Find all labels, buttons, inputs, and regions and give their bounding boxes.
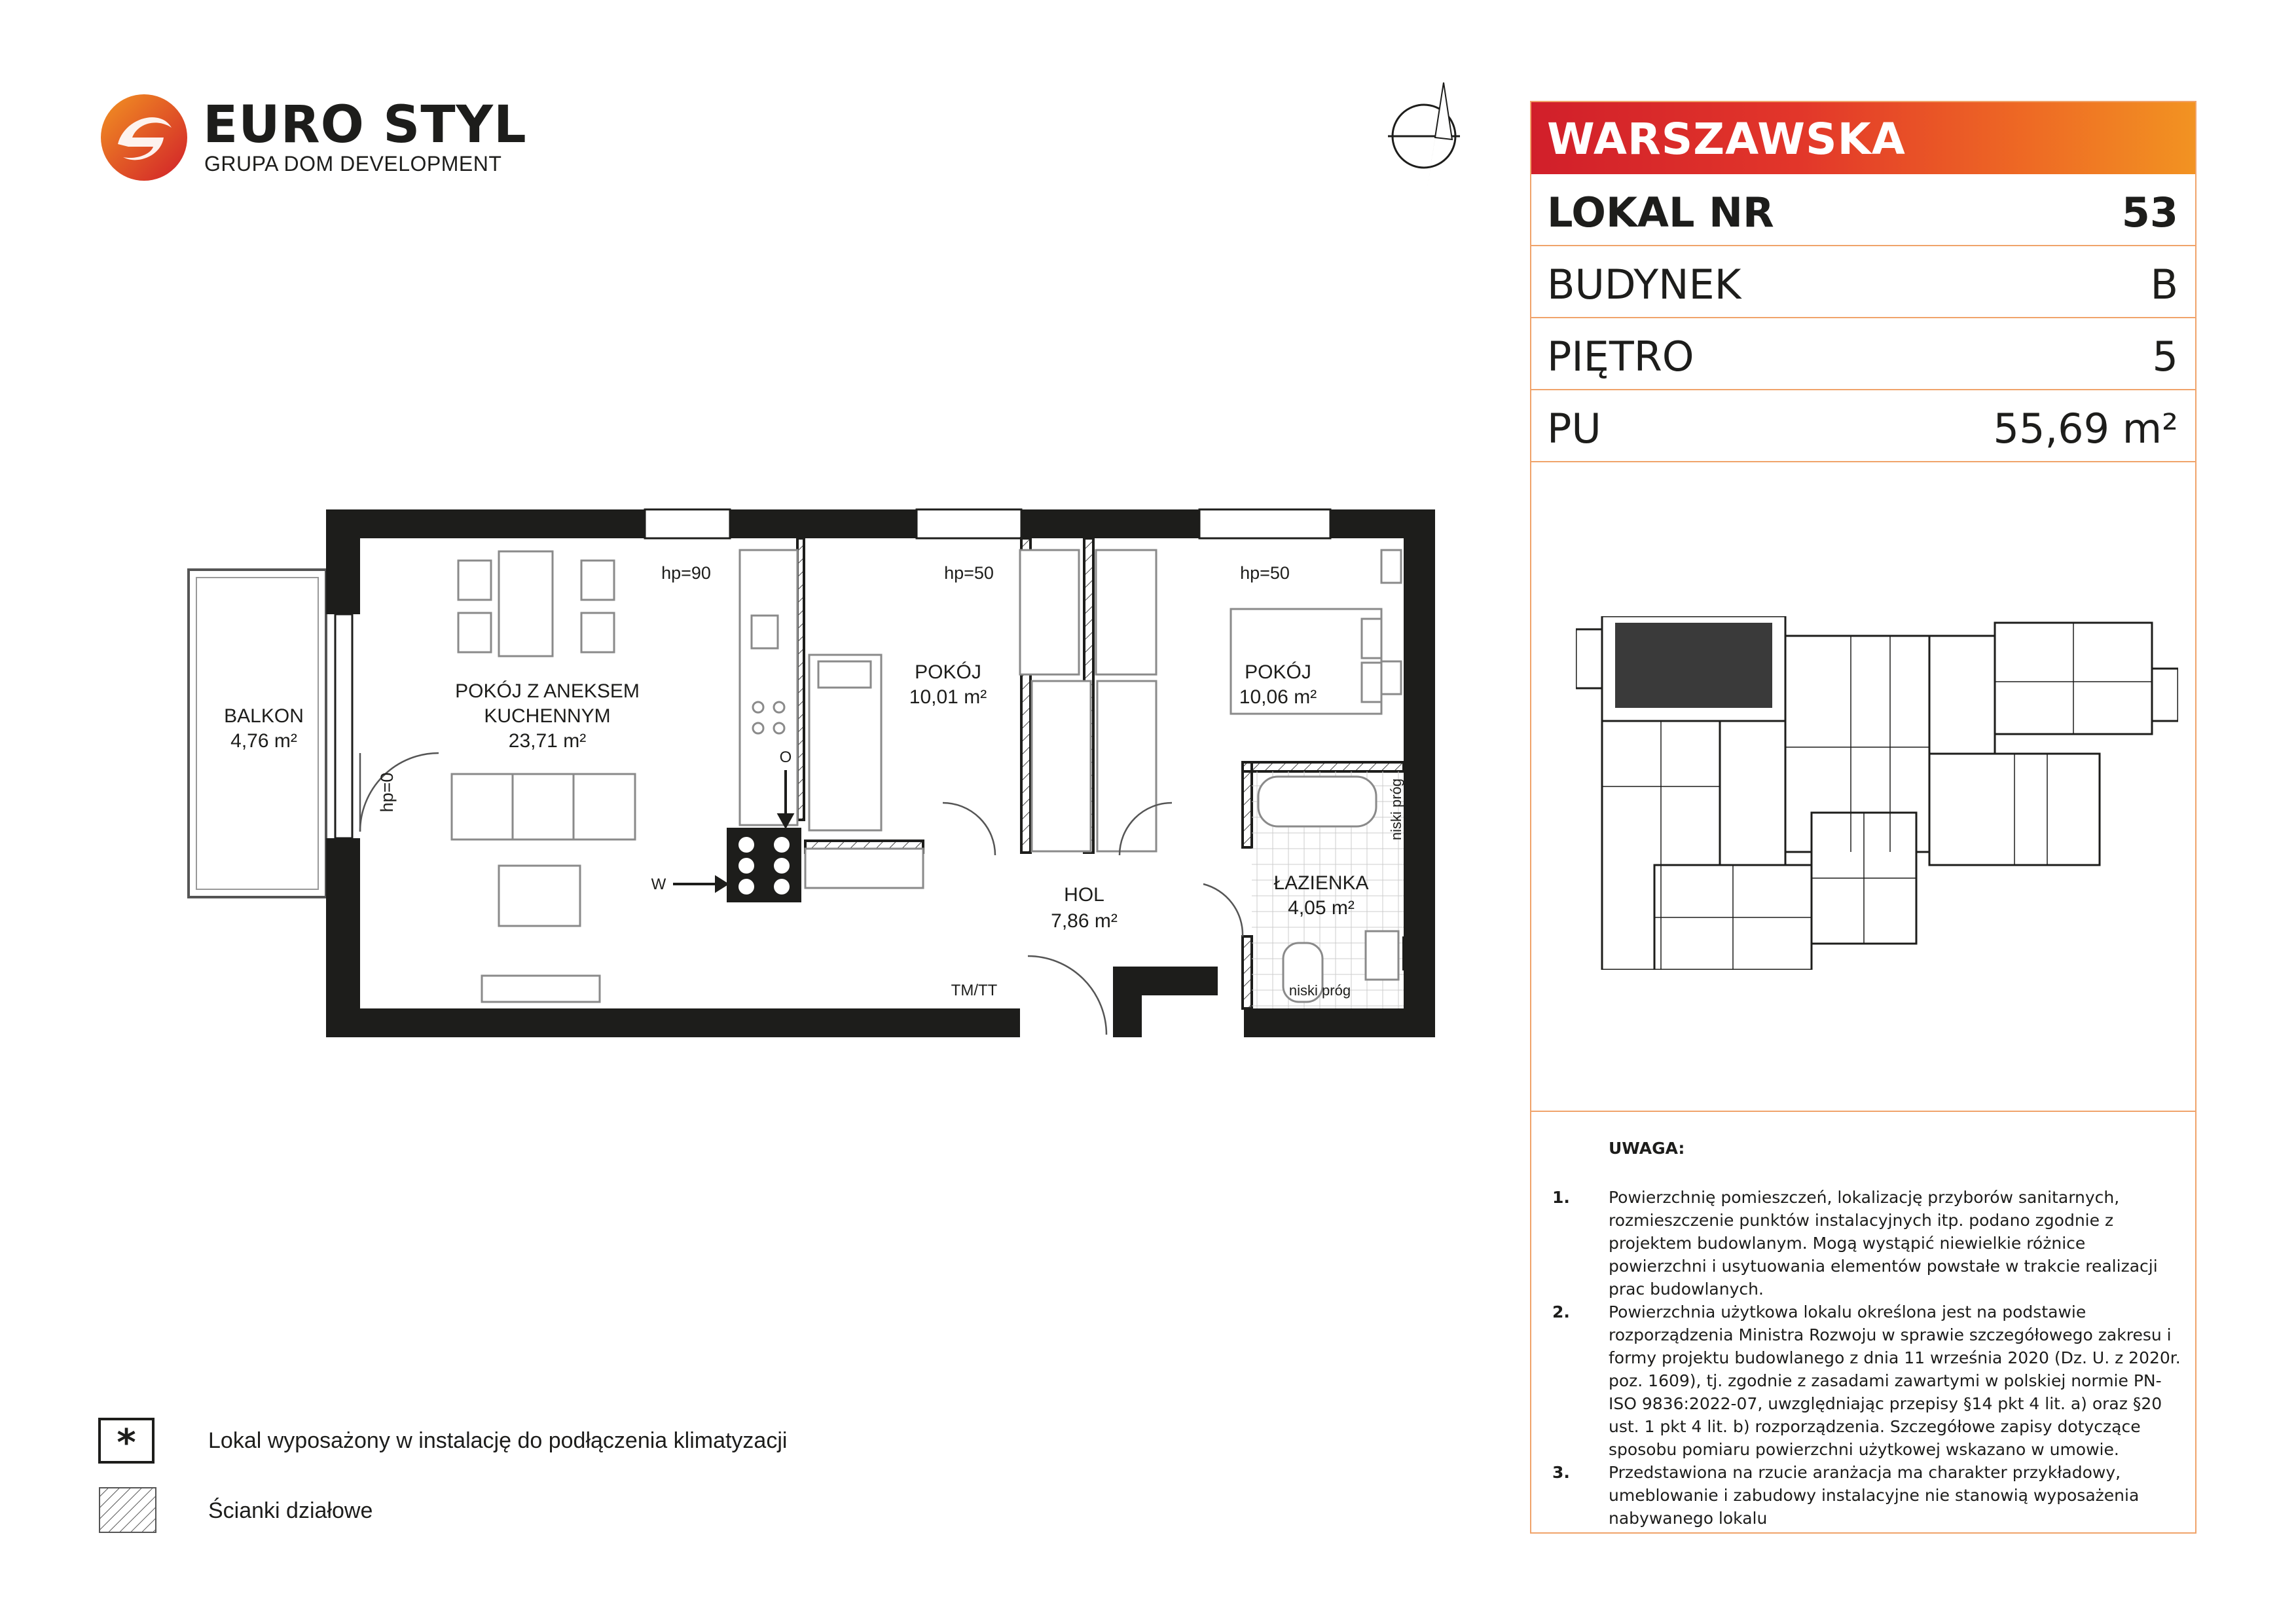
room2-name: POKÓJ (1245, 661, 1311, 683)
floor-plan (0, 0, 1506, 1113)
low-threshold-label: niski próg (1288, 982, 1351, 999)
note-text: Powierzchnia użytkowa lokalu określona jest na podstawie rozporządzenia Ministra Rozwoju w sprawie szczegółowego zakresu i formy projektu budowlanego z dnia 11 września 2020 (Dz. U. z 2020r. poz. 1609), tj. zgodnie z zasadami zawartymi w polskiej normie PN-ISO 9836:2022-07, uwzględniając przepisy §14 pkt 4 lit. a) oraz §20 ust. 1 pkt 4 lit. b) rozporządzenia. Szczegółowe zapisy dotyczące sposobu pomiaru powierzchni użytkowej wskazano w umowie. (1609, 1302, 2181, 1459)
note-text: Powierzchnię pomieszczeń, lokalizację przyborów sanitarnych, rozmieszczenie punktów instalacyjnych itp. podano zgodnie z projektem budowlanym. Mogą wystąpić niewielkie różnice powierzchni i usytuowania elementów powstałe w trakcie realizacji prac budowlanych. (1609, 1188, 2158, 1299)
investment-name: WARSZAWSKA (1547, 114, 1906, 164)
row-value: B (2150, 261, 2178, 308)
sill-height-label: hp=50 (944, 563, 994, 583)
notes-title: UWAGA: (1609, 1139, 1685, 1158)
row-unit-number (1531, 174, 2195, 246)
notes (1552, 1137, 2181, 1530)
note-number: 3. (1552, 1463, 1570, 1482)
note-item (1552, 1301, 2181, 1461)
balcony-area: 4,76 m² (230, 730, 297, 752)
low-threshold-label: niski próg (1388, 778, 1404, 841)
row-building (1531, 246, 2195, 318)
divider (1531, 1111, 2195, 1112)
legend-partition-walls (98, 1486, 884, 1539)
sill-height-label: hp=90 (661, 563, 711, 583)
row-floor (1531, 318, 2195, 390)
note-number: 1. (1552, 1188, 1570, 1207)
note-number: 2. (1552, 1302, 1570, 1321)
room2-area: 10,06 m² (1239, 686, 1317, 708)
note-item (1552, 1186, 2181, 1301)
sill-height-label: hp=0 (377, 772, 397, 813)
legend-air-conditioning (98, 1418, 884, 1470)
living-name-line2: KUCHENNYM (484, 705, 611, 727)
row-value: 5 (2152, 333, 2178, 380)
highlighted-unit (1615, 623, 1772, 708)
brand-name: EURO STYL (203, 96, 527, 155)
tm-tt-label: TM/TT (951, 982, 998, 999)
panel-header (1531, 102, 2195, 174)
legend-walls-text: Ścianki działowe (208, 1498, 373, 1523)
note-text: Przedstawiona na rzucie aranżacja ma charakter przykładowy, umeblowanie i zabudowy instalacyjne nie stanowią wyposażenia nabywanego lokalu (1609, 1463, 2140, 1528)
brand-subtitle: GRUPA DOM DEVELOPMENT (204, 152, 502, 175)
note-item (1552, 1461, 2181, 1530)
room1-name: POKÓJ (915, 661, 981, 683)
row-label: PIĘTRO (1547, 333, 1694, 380)
sewage-label: O (779, 748, 792, 766)
bathroom-area: 4,05 m² (1288, 897, 1355, 919)
row-value: 53 (2121, 189, 2178, 236)
hall-area: 7,86 m² (1051, 910, 1118, 932)
apartment-info-panel (1530, 101, 2196, 1534)
row-label: LOKAL NR (1547, 189, 1774, 236)
row-usable-area (1531, 390, 2195, 462)
building-key-plan (1576, 616, 2178, 970)
balcony-name: BALKON (224, 705, 304, 727)
row-label: PU (1547, 405, 1601, 452)
living-name-line1: POKÓJ Z ANEKSEM (455, 680, 640, 702)
stove (727, 828, 801, 902)
row-label: BUDYNEK (1547, 261, 1741, 308)
row-value: 55,69 m² (1993, 405, 2178, 452)
sill-height-label: hp=50 (1240, 563, 1290, 583)
asterisk-icon: * (98, 1418, 155, 1464)
living-area: 23,71 m² (508, 730, 587, 752)
legend-ac-text: Lokal wyposażony w instalację do podłączenia klimatyzacji (208, 1428, 788, 1453)
hatch-pattern-icon (98, 1486, 157, 1534)
room1-area: 10,01 m² (909, 686, 987, 708)
bathroom-name: ŁAZIENKA (1273, 872, 1369, 894)
hall-name: HOL (1064, 884, 1104, 906)
water-label: W (651, 876, 666, 893)
